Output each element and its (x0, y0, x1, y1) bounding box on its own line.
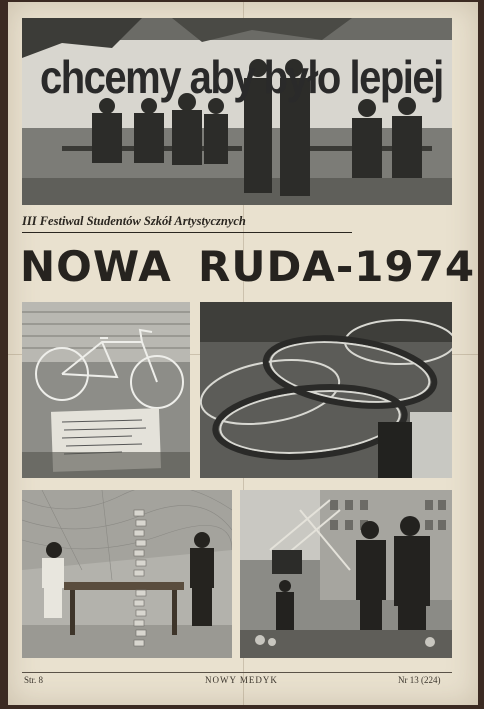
caption-bicycle (22, 480, 192, 489)
top-photo (22, 18, 452, 205)
headline-right: RUDA-1974 (198, 242, 476, 291)
courtyard-photo (240, 490, 452, 658)
headline-left: NOWA (20, 242, 172, 291)
festival-underline (22, 232, 352, 233)
caption-installation (22, 660, 232, 670)
caption-wheels (200, 480, 452, 489)
footer-rule (22, 672, 452, 673)
footer-page-number: Str. 8 (24, 675, 44, 685)
caption-courtyard (240, 660, 452, 670)
bicycle-photo (22, 302, 190, 478)
footer-publication-title: NOWY MEDYK (205, 675, 278, 685)
footer-issue-number: Nr 13 (224) (398, 675, 441, 685)
installation-photo (22, 490, 232, 658)
festival-title: III Festiwal Studentów Szkół Artystycznych (22, 214, 246, 228)
banner-slogan: chcemy aby było lepiej (40, 52, 443, 104)
headline (20, 238, 476, 298)
wheels-photo (200, 302, 452, 478)
